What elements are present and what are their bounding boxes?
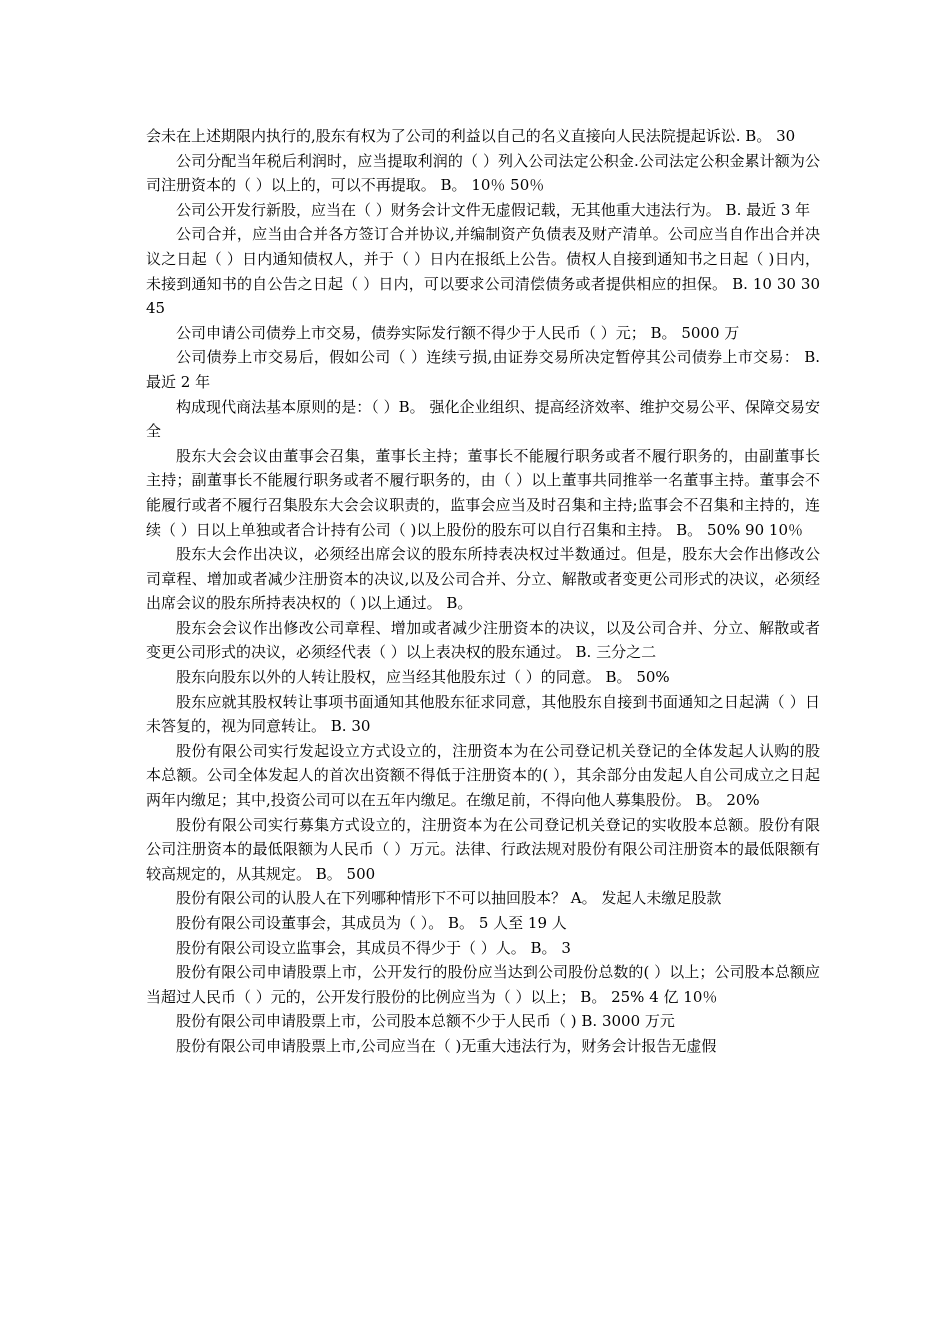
- paragraph-17: 股份有限公司设立监事会，其成员不得少于（ ）人。 B。 3: [176, 938, 571, 957]
- paragraph-5: 公司申请公司债券上市交易，债券实际发行额不得少于人民币（ ）元； B。 5000 万: [176, 323, 740, 342]
- paragraph-1: 会未在上述期限内执行的,股东有权为了公司的利益以自己的名义直接向人民法院提起诉讼. B。 30: [146, 127, 796, 145]
- paragraph-9: 股东大会作出决议，必须经出席会议的股东所持表决权过半数通过。但是，股东大会作出修改公司章程、增加或者减少注册资本的决议,以及公司合并、分立、解散或者变更公司形式的决议，必须经出席会议的股东所持表决权的（ )以上通过。 B。: [146, 545, 820, 613]
- paragraph-16: 股份有限公司设董事会，其成员为（ ）。 B。 5 人至 19 人: [176, 914, 567, 932]
- paragraph-3: 公司公开发行新股，应当在（ ）财务会计文件无虚假记载，无其他重大违法行为。 B. 最近 3 年: [176, 200, 811, 219]
- paragraph-4: 公司合并，应当由合并各方签订合并协议,并编制资产负债表及财产清单。公司应当自作出合并决议之日起（ ）日内通知债权人，并于（ ）日内在报纸上公告。债权人自接到通知书之日起（ )日内，未接到通知书的自公告之日起（ ）日内，可以要求公司清偿债务或者提供相应的担保。 B. 10 30 30 45: [146, 225, 820, 318]
- paragraph-11: 股东向股东以外的人转让股权，应当经其他股东过（ ）的同意。 B。 50%: [176, 668, 670, 687]
- paragraph-12: 股东应就其股权转让事项书面通知其他股东征求同意，其他股东自接到书面通知之日起满（ ）日未答复的，视为同意转让。 B. 30: [146, 692, 820, 736]
- document-page: [146, 124, 820, 1059]
- paragraph-18: 股份有限公司申请股票上市，公开发行的股份应当达到公司股份总数的( ）以上；公司股本总额应当超过人民币（ ）元的，公开发行股份的比例应当为（ ）以上； B。 25% 4 亿 10％: [146, 963, 820, 1006]
- paragraph-13: 股份有限公司实行发起设立方式设立的，注册资本为在公司登记机关登记的全体发起人认购的股本总额。公司全体发起人的首次出资额不得低于注册资本的( ），其余部分由发起人自公司成立之日起两年内缴足；其中,投资公司可以在五年内缴足。在缴足前，不得向他人募集股份。 B。 20%: [146, 741, 820, 810]
- paragraph-14: 股份有限公司实行募集方式设立的，注册资本为在公司登记机关登记的实收股本总额。股份有限公司注册资本的最低限额为人民币（ ）万元。法律、行政法规对股份有限公司注册资本的最低限额有较高规定的，从其规定。 B。 500: [146, 815, 820, 883]
- paragraph-15: 股份有限公司的认股人在下列哪种情形下不可以抽回股本？ A。 发起人未缴足股款: [176, 889, 722, 908]
- paragraph-7: 构成现代商法基本原则的是：（ ）B。 强化企业组织、提高经济效率、维护交易公平、保障交易安全: [146, 397, 820, 441]
- paragraph-2: 公司分配当年税后利润时，应当提取利润的（ ）列入公司法定公积金.公司法定公积金累计额为公司注册资本的（ ）以上的，可以不再提取。 B。 10％ 50％: [146, 151, 820, 195]
- paragraph-8: 股东大会会议由董事会召集，董事长主持；董事长不能履行职务或者不履行职务的，由副董事长主持；副董事长不能履行职务或者不履行职务的，由（ ）以上董事共同推举一名董事主持。董事会不能履行或者不履行召集股东大会会议职责的，监事会应当及时召集和主持;监事会不召集和主持的，连续（ ）日以上单独或者合计持有公司（ )以上股份的股东可以自行召集和主持。 B。 50% 90 10％: [146, 446, 820, 539]
- paragraph-10: 股东会会议作出修改公司章程、增加或者减少注册资本的决议，以及公司合并、分立、解散或者变更公司形式的决议，必须经代表（ ）以上表决权的股东通过。 B. 三分之二: [146, 618, 820, 662]
- paragraph-20: 股份有限公司申请股票上市,公司应当在（ )无重大违法行为，财务会计报告无虚假: [176, 1036, 717, 1055]
- paragraph-6: 公司债券上市交易后，假如公司（ ）连续亏损,由证券交易所决定暂停其公司债券上市交易： B. 最近 2 年: [146, 348, 820, 391]
- paragraph-19: 股份有限公司申请股票上市，公司股本总额不少于人民币（ ) B. 3000 万元: [176, 1012, 675, 1031]
